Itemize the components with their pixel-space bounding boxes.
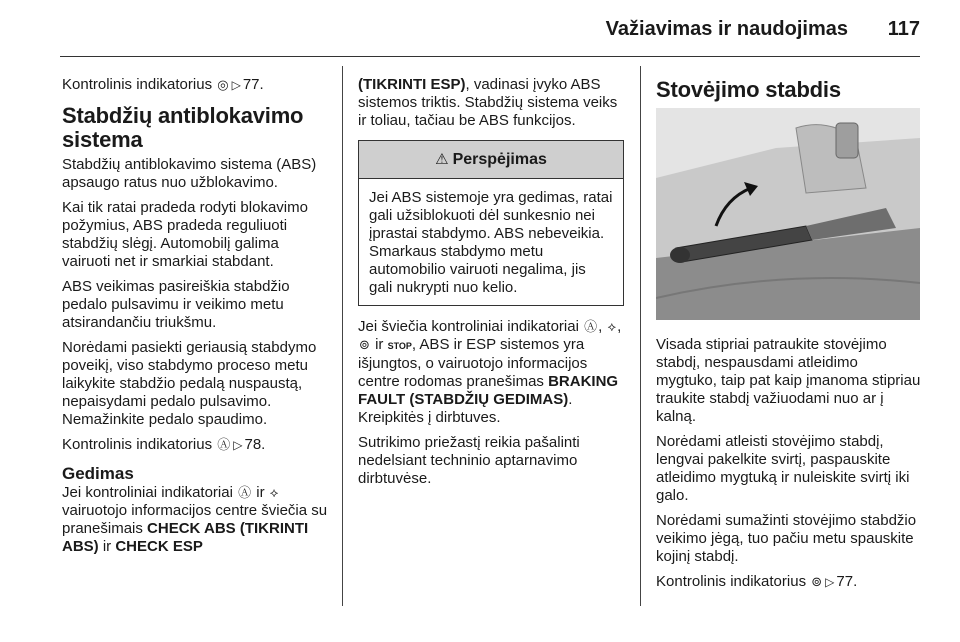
parking-brake-illustration [656, 108, 920, 320]
warning-triangle-icon: ⚠ [435, 150, 449, 168]
column-1 [62, 76, 330, 563]
section-heading-parking-brake: Stovėjimo stabdis [656, 77, 841, 102]
page-ref-arrow-icon: ▷ [825, 575, 835, 589]
section-heading-abs: Stabdžių antiblokavimo sistema [62, 103, 304, 152]
column-3 [656, 76, 922, 598]
paragraph: Norėdami sumažinti stovėjimo stabdžio veikimo jėgą, tuo pačiu metu spauskite kojinį stabdį. [656, 512, 917, 565]
column-divider-1 [342, 66, 343, 606]
indicator-ref-line: Kontrolinis indikatorius ◎ ▷ 77. [62, 76, 264, 93]
header-title: Važiavimas ir naudojimas [605, 18, 848, 40]
indicator-icon: ◎ [217, 77, 229, 92]
indicator-ref-line: Kontrolinis indikatorius Ⓐ ▷ 78. [62, 436, 266, 453]
abs-indicator-icon: Ⓐ [238, 485, 252, 500]
paragraph: Jei kontroliniai indikatoriai Ⓐ ir ⟡ vairuotojo informacijos centre šviečia su pranešimais CHECK ABS (TIKRINTI ABS) ir CHECK ESP [62, 484, 328, 555]
paragraph: Kai tik ratai pradeda rodyti blokavimo požymius, ABS pradeda reguliuoti stabdžių slėgį. Automobilį galima vairuoti net ir smarkiai stabdant. [62, 199, 308, 270]
abs-indicator-icon: Ⓐ [584, 319, 598, 334]
brake-indicator-icon: ⊚ [359, 337, 370, 352]
paragraph: Visada stipriai patraukite stovėjimo stabdį, nespausdami atleidimo mygtuko, taip pat kaip įmanoma stipriau traukite stabdį važiuodami nuo ar į kalną. [656, 336, 921, 425]
stop-indicator-icon: STOP [387, 341, 412, 351]
warning-box [358, 140, 624, 306]
indicator-ref-line: Kontrolinis indikatorius ⊚ ▷ 77. [656, 573, 858, 590]
parking-brake-photo [656, 108, 920, 320]
column-2 [358, 76, 624, 495]
brake-indicator-icon: ⊚ [811, 574, 823, 589]
paragraph: Norėdami atleisti stovėjimo stabdį, lengvai pakelkite svirtį, paspauskite atleidimo mygtuką ir nuleiskite svirtį iki galo. [656, 433, 910, 504]
paragraph: (TIKRINTI ESP), vadinasi įvyko ABS sistemos triktis. Stabdžių sistema veiks ir toliau, tačiau be ABS funkcijos. [358, 76, 618, 129]
warning-body: Jei ABS sistemoje yra gedimas, ratai gali užsiblokuoti dėl sunkesnio nei įprastai stabdymo. ABS nebeveikia. Smarkaus stabdymo metu automobilio vairuoti negalima, jis gali nukrypti nuo kelio. [369, 189, 613, 296]
column-divider-2 [640, 66, 641, 606]
page-header [0, 0, 960, 62]
paragraph: Norėdami pasiekti geriausią stabdymo poveikį, viso stabdymo proceso metu laikykite stabdžio pedalą nuspaustą, nepaisydami pedalo pulsavimo. Nemažinkite pedalo spaudimo. [62, 339, 317, 428]
esp-car-skid-icon: ⟡ [607, 319, 617, 334]
paragraph: Sutrikimo priežastį reikia pašalinti nedelsiant techninio aptarnavimo dirbtuvėse. [358, 434, 580, 487]
esp-car-skid-icon: ⟡ [269, 485, 279, 500]
header-rule [60, 56, 920, 57]
abs-indicator-icon: Ⓐ [217, 437, 231, 452]
paragraph: ABS veikimas pasireiškia stabdžio pedalo pulsavimu ir veikimo metu atsirandančiu triukšmu. [62, 278, 290, 331]
page-number: 117 [887, 18, 920, 40]
page-ref-arrow-icon: ▷ [231, 78, 241, 92]
section-heading-gedimas: Gedimas [62, 464, 134, 483]
page-ref-link[interactable]: 77. [242, 76, 264, 93]
paragraph: Stabdžių antiblokavimo sistema (ABS) apsaugo ratus nuo užblokavimo. [62, 156, 317, 191]
page-ref-link[interactable]: 77. [836, 573, 858, 590]
warning-header: ⚠ Perspėjimas [359, 141, 623, 179]
paragraph: Jei šviečia kontroliniai indikatoriai Ⓐ, ⟡, ⊚ ir STOP, ABS ir ESP sistemos yra išjungtos, o vairuotojo informacijos centre rodomas pranešimas BRAKING FAULT (STABDŽIŲ GEDIMAS). Kreipkitės į dirbtuves. [358, 318, 622, 426]
page-ref-link[interactable]: 78. [244, 436, 266, 453]
page-ref-arrow-icon: ▷ [233, 438, 243, 452]
